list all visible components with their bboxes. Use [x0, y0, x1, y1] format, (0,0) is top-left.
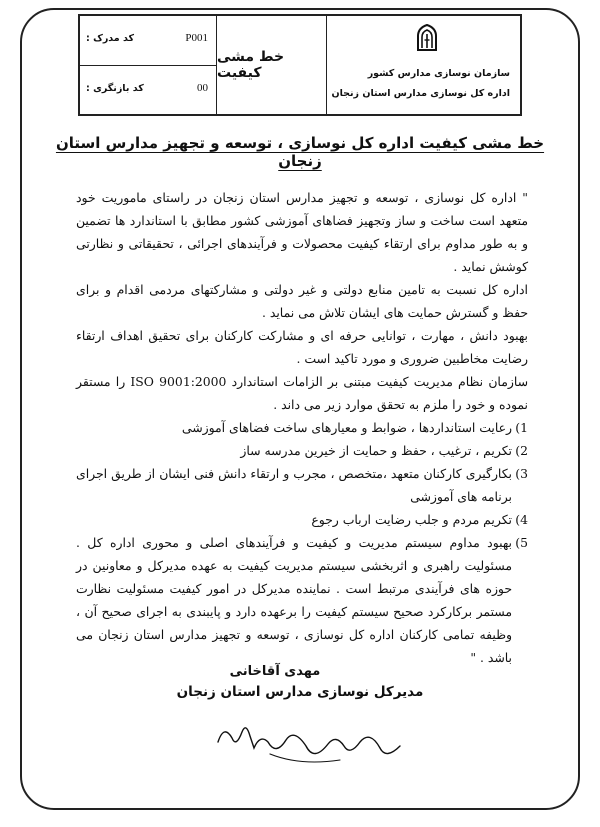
list-item-text: تکریم ، ترغیب ، حفظ و حمایت از خیرین مدرسه ساز — [240, 443, 512, 458]
revision-code-row — [86, 82, 208, 94]
header-organization-cell — [327, 16, 520, 114]
signatory-name: مهدی آقاخانی — [229, 664, 321, 679]
revision-code-label: کد بازنگری : — [86, 82, 144, 94]
department-name: اداره کل نوسازی مدارس استان زنجان — [331, 88, 510, 99]
document-header — [78, 14, 522, 116]
signatory-position: مدیرکل نوسازی مدارس استان زنجان — [176, 684, 424, 700]
commitments-list — [76, 416, 528, 669]
list-item-text: رعایت استانداردها ، ضوابط و معیارهای ساخت فضاهای آموزشی — [181, 420, 512, 435]
header-codes-cell — [80, 16, 217, 114]
list-item-number: 1) — [515, 420, 528, 435]
revision-code-value: 00 — [197, 82, 208, 94]
list-item — [76, 462, 528, 508]
doc-type-title: خط مشی کیفیت — [217, 49, 285, 81]
list-item-number: 4) — [515, 512, 528, 527]
handwritten-signature — [210, 702, 410, 782]
list-item — [76, 439, 528, 462]
header-codes-divider — [80, 65, 217, 66]
list-item — [76, 531, 528, 669]
doc-code-value: P001 — [185, 32, 208, 44]
list-item — [76, 416, 528, 439]
policy-paragraph-4: سازمان نظام مدیریت کیفیت مبتنی بر الزامات استاندارد ISO 9001:2000 را مستقر نموده و خود را ملزم به تحقق موارد زیر می داند . — [76, 374, 528, 412]
list-item-number: 2) — [515, 443, 528, 458]
list-item-text: تکریم مردم و جلب رضایت ارباب رجوع — [311, 512, 512, 527]
list-item-number: 5) — [515, 535, 528, 550]
header-doc-type-cell — [217, 16, 327, 114]
list-item — [76, 508, 528, 531]
organization-emblem-icon — [415, 22, 439, 52]
doc-code-label: کد مدرک : — [86, 32, 134, 44]
document-title: خط مشی کیفیت اداره کل نوسازی ، توسعه و تجهیز مدارس استان زنجان — [55, 134, 545, 170]
policy-body — [76, 186, 528, 669]
list-item-text: بکارگیری کارکنان متعهد ،متخصص ، مجرب و ارتقاء دانش فنی ایشان از طریق اجرای برنامه های آموزشی — [76, 466, 512, 504]
policy-paragraph-2: اداره کل نسبت به تامین منابع دولتی و غیر دولتی و مشارکتهای مردمی اقدام و برای حفظ و گسترش حمایت های ایشان تلاش می نماید . — [76, 282, 528, 320]
list-item-number: 3) — [515, 466, 528, 481]
list-item-text: بهبود مداوم سیستم مدیریت و کیفیت و فرآیندهای اصلی و محوری اداره کل . مسئولیت راهبری و اثربخشی سیستم مدیریت کیفیت به عهده مدیرکل و معاونین در حوزه های فرآیندی مرتبط است . نماینده مدیرکل در امور کیفیت مسئولیت نظارت مستمر برکارکرد صحیح سیستم کیفیت را برعهده دارد و پایبندی به اجرای صحیح آن ، وظیفه تمامی کارکنان اداره کل نوسازی ، توسعه و تجهیز مدارس استان زنجان می باشد . " — [76, 535, 512, 665]
doc-code-row — [86, 32, 208, 44]
policy-paragraph-3: بهبود دانش ، مهارت ، توانایی حرفه ای و مشارکت کارکنان برای تحقیق اهداف ارتقاء رضایت مخاطبین ضروری و مورد تاکید است . — [76, 328, 528, 366]
organization-name: سازمان نوسازی مدارس کشور — [367, 68, 510, 79]
policy-paragraph-1: " اداره کل نوسازی ، توسعه و تجهیز مدارس استان زنجان در راستای ماموریت خود متعهد است ساخت و ساز وتجهیز فضاهای آموزشی کشور مطابق با استاندارد ها تضمین و به طور مداوم برای ارتقاء کیفیت محصولات و فرآیندهای اجرائی ، تحقیقاتی و نظارتی کوشش نماید . — [76, 190, 528, 274]
